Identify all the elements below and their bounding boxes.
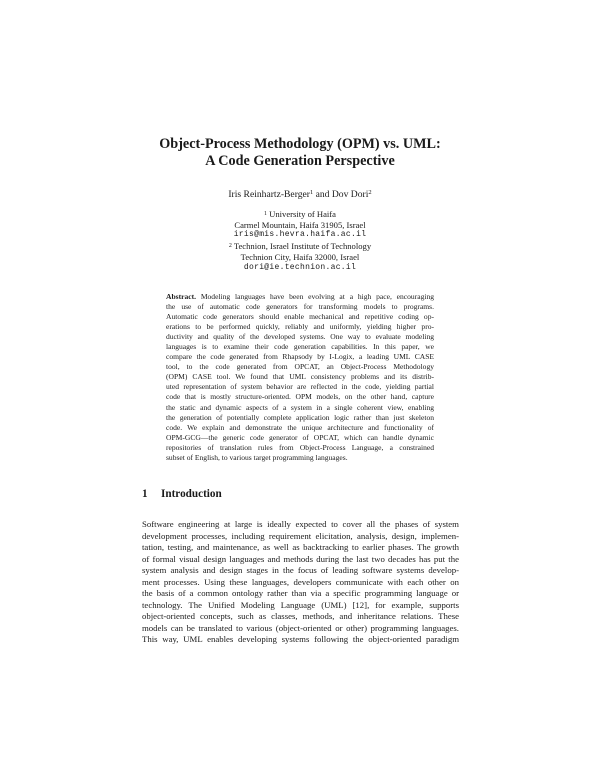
body-line: development processes, including requirement elicitation, analysis, design, implemen- bbox=[142, 530, 459, 541]
body-line: technology. The Unified Modeling Language (UML) [12], for example, supports bbox=[142, 599, 459, 610]
author-2: Dov Dori bbox=[331, 189, 369, 200]
title-line-2: A Code Generation Perspective bbox=[205, 153, 395, 169]
body-line: models can be translated to various (object-oriented or other) programming languages. bbox=[142, 622, 459, 633]
abstract-line: the static and dynamic aspects of a system in a single coherent view, enabling bbox=[166, 402, 434, 412]
affiliation-2-mark: 2 bbox=[228, 243, 232, 250]
abstract-first-line: Modeling languages have been evolving at a high pace, encouraging bbox=[195, 292, 434, 301]
affiliation-2-email[interactable]: dori@ie.technion.ac.il bbox=[243, 262, 357, 272]
affiliation-1-text: University of Haifa bbox=[267, 209, 336, 219]
abstract-line: OPM-GCG—the generic code generator of OPCAT, which can handle dynamic bbox=[166, 432, 434, 442]
abstract-line: tool, to the code generated from OPCAT, an Object-Process Methodology bbox=[166, 362, 434, 372]
abstract-line: the use of automatic code generators for transforming models to programs. bbox=[166, 302, 434, 312]
abstract-line: languages is to examine their code generation capabilities. In this paper, we bbox=[166, 342, 434, 352]
abstract-line: code. We explain and demonstrate the unique architecture and functionality of bbox=[166, 422, 434, 432]
body-line: This way, UML enables developing systems following the object-oriented paradigm bbox=[142, 634, 459, 645]
author-1-mark: 1 bbox=[309, 189, 314, 196]
abstract-line: code that is mostly structure-oriented. OPM models, on the other hand, capture bbox=[166, 392, 434, 402]
section-heading bbox=[142, 487, 222, 501]
abstract-line: (OPM) CASE tool. We found that UML consistency problems and its distrib- bbox=[166, 372, 434, 382]
abstract bbox=[166, 292, 434, 463]
affiliation-1-email[interactable]: iris@mis.hevra.haifa.ac.il bbox=[233, 230, 367, 240]
paper-title bbox=[0, 136, 600, 170]
body-text bbox=[142, 519, 459, 646]
abstract-line: the generation of potentially complete application logic rather than just skeleton bbox=[166, 412, 434, 422]
abstract-line: erations to be performed quickly, reliably and uniformly, yielding higher pro- bbox=[166, 322, 434, 332]
author-2-mark: 2 bbox=[368, 189, 372, 196]
abstract-line: ductivity and quality of the developed systems. One way to evaluate modeling bbox=[166, 332, 434, 342]
affiliation-1-mark: 1 bbox=[264, 211, 268, 217]
abstract-line: subset of English, to various target programming languages. bbox=[166, 452, 348, 462]
affiliation-2-address: Technion City, Haifa 32000, Israel bbox=[240, 251, 360, 262]
body-line: of formal visual design languages and methods during the last two decades has put the bbox=[142, 553, 459, 564]
abstract-line bbox=[166, 292, 434, 302]
body-line: system analysis and design stages in the focus of leading software systems develop- bbox=[142, 565, 459, 576]
body-line: tation, testing, and maintenance, as well as backtracking to earlier phases. The growth bbox=[142, 542, 459, 553]
section-number: 1 bbox=[142, 488, 148, 500]
affiliation-1-address: Carmel Mountain, Haifa 31905, Israel bbox=[234, 219, 366, 230]
title-line-1: Object-Process Methodology (OPM) vs. UML: bbox=[159, 136, 441, 152]
abstract-line: repositories of translation rules from Object-Process Language, a constrained bbox=[166, 442, 434, 452]
abstract-line: uted representation of system behavior are reflected in the code, yielding partial bbox=[166, 382, 434, 392]
abstract-line: Automatic code generators should enable mechanical and repetitive coding op- bbox=[166, 312, 434, 322]
body-line: ment processes. Using these languages, developers communicate with each other on bbox=[142, 576, 459, 587]
affiliations bbox=[0, 209, 600, 273]
author-1: Iris Reinhartz-Berger bbox=[228, 189, 310, 200]
body-line: the basis of a common ontology rather than via a specific programming language or bbox=[142, 588, 459, 599]
body-line: Software engineering at large is ideally expected to cover all the phases of system bbox=[142, 519, 459, 529]
affiliation-2-text: Technion, Israel Institute of Technology bbox=[231, 241, 372, 252]
section-title: Introduction bbox=[161, 488, 222, 500]
affiliation-2-name bbox=[0, 241, 600, 252]
author-conjunction: and bbox=[313, 189, 332, 200]
author-line bbox=[0, 187, 600, 201]
abstract-line: compare the code generated from Rhapsody by I-Logix, a leading UML CASE bbox=[166, 352, 434, 362]
body-line: object-oriented concepts, such as classes, methods, and inheritance relations. These bbox=[142, 611, 459, 622]
affiliation-1-name bbox=[0, 209, 600, 220]
abstract-label: Abstract. bbox=[166, 292, 196, 301]
